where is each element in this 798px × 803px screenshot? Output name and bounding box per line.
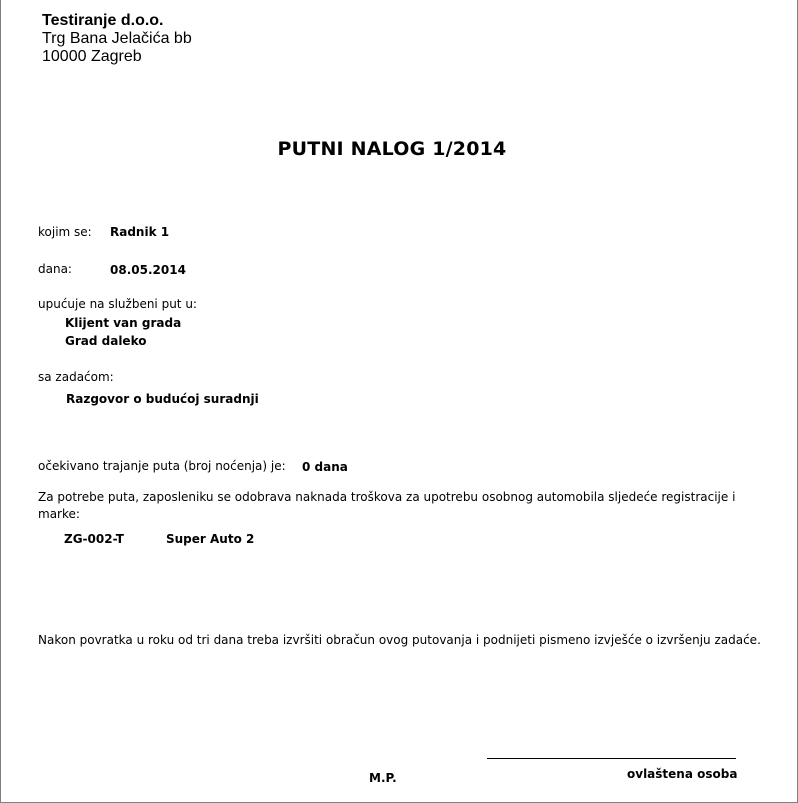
task-label: sa zadaćom: [38, 370, 114, 384]
vehicle-make: Super Auto 2 [166, 532, 255, 546]
stamp-label: M.P. [369, 771, 397, 785]
document-title: PUTNI NALOG 1/2014 [277, 138, 507, 160]
company-street: Trg Bana Jelačića bb [42, 30, 192, 47]
destination-label: upućuje na službeni put u: [38, 297, 197, 311]
return-note: Nakon povratka u roku od tri dana treba izvršiti obračun ovog putovanja i podnijeti pismeno izvješće o izvršenju zadaće. [38, 633, 761, 647]
company-city: 10000 Zagreb [42, 48, 142, 65]
employee-label: kojim se: [38, 225, 92, 239]
destination-client: Klijent van grada [65, 316, 182, 330]
destination-city: Grad daleko [65, 334, 147, 348]
date-label: dana: [38, 262, 72, 276]
signature-label: ovlaštena osoba [627, 767, 738, 781]
vehicle-registration: ZG-002-T [64, 532, 124, 546]
date-value: 08.05.2014 [110, 263, 186, 277]
company-name: Testiranje d.o.o. [42, 12, 164, 29]
duration-value: 0 dana [302, 460, 348, 474]
signature-line [487, 758, 736, 759]
employee-value: Radnik 1 [110, 225, 170, 239]
task-value: Razgovor o budućoj suradnji [66, 392, 259, 406]
duration-label: očekivano trajanje puta (broj noćenja) je: [38, 459, 286, 473]
vehicle-paragraph: Za potrebe puta, zaposleniku se odobrava naknada troškova za upotrebu osobnog automobila sljedeće registracije i marke: [38, 490, 736, 521]
